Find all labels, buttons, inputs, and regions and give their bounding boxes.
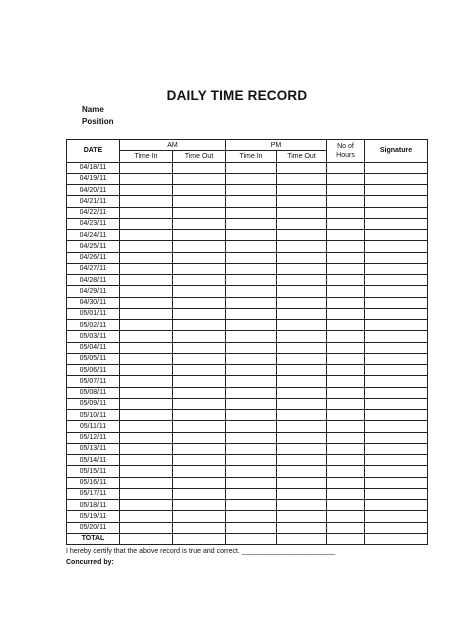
am-time-out-cell (173, 533, 226, 544)
date-cell: 05/19/11 (67, 511, 120, 522)
date-cell: 04/22/11 (67, 207, 120, 218)
pm-time-in-cell (226, 218, 277, 229)
pm-time-out-cell (277, 466, 327, 477)
date-cell: 05/01/11 (67, 308, 120, 319)
date-cell: 05/04/11 (67, 342, 120, 353)
table-row (67, 376, 428, 387)
am-time-out-cell (173, 421, 226, 432)
signature-cell (365, 421, 428, 432)
date-cell: 04/28/11 (67, 275, 120, 286)
date-header: DATE (67, 140, 120, 163)
pm-time-in-cell (226, 342, 277, 353)
hours-cell (327, 162, 365, 173)
pm-time-out-cell (277, 252, 327, 263)
pm-time-out-cell (277, 207, 327, 218)
table-row (67, 488, 428, 499)
pm-time-out-cell (277, 185, 327, 196)
table-row (67, 342, 428, 353)
date-cell: 04/26/11 (67, 252, 120, 263)
am-time-in-cell (120, 365, 173, 376)
table-row (67, 162, 428, 173)
pm-time-in-cell (226, 286, 277, 297)
pm-time-out-cell (277, 275, 327, 286)
am-time-in-cell (120, 286, 173, 297)
am-time-in-cell (120, 297, 173, 308)
am-time-in-cell (120, 230, 173, 241)
table-row (67, 207, 428, 218)
am-time-out-cell (173, 286, 226, 297)
am-time-in-cell (120, 196, 173, 207)
table-row (67, 331, 428, 342)
am-time-in-cell (120, 488, 173, 499)
signature-cell (365, 488, 428, 499)
am-time-in-cell (120, 421, 173, 432)
table-row (67, 421, 428, 432)
hours-cell (327, 376, 365, 387)
am-time-in-cell (120, 308, 173, 319)
hours-cell (327, 207, 365, 218)
pm-time-out-cell (277, 398, 327, 409)
pm-time-in-cell (226, 398, 277, 409)
signature-cell (365, 275, 428, 286)
signature-cell (365, 376, 428, 387)
signature-cell (365, 500, 428, 511)
date-cell: 05/10/11 (67, 410, 120, 421)
am-time-in-cell (120, 477, 173, 488)
hours-cell (327, 263, 365, 274)
signature-cell (365, 432, 428, 443)
hours-cell (327, 477, 365, 488)
signature-cell (365, 241, 428, 252)
pm-time-out-cell (277, 331, 327, 342)
pm-time-in-cell (226, 320, 277, 331)
signature-cell (365, 387, 428, 398)
signature-cell (365, 185, 428, 196)
pm-time-out-cell (277, 297, 327, 308)
am-time-in-cell (120, 207, 173, 218)
date-cell: 04/27/11 (67, 263, 120, 274)
signature-cell (365, 353, 428, 364)
table-row (67, 398, 428, 409)
signature-cell (365, 365, 428, 376)
table-row (67, 511, 428, 522)
table-row (67, 500, 428, 511)
date-cell: 05/08/11 (67, 387, 120, 398)
am-time-in-header: Time In (120, 151, 173, 162)
no-of-hours-line2: Hours (336, 151, 355, 159)
pm-time-out-cell (277, 308, 327, 319)
am-time-in-cell (120, 275, 173, 286)
am-time-out-cell (173, 308, 226, 319)
signature-cell (365, 230, 428, 241)
signature-cell (365, 342, 428, 353)
pm-time-in-cell (226, 230, 277, 241)
am-time-out-cell (173, 477, 226, 488)
table-row (67, 263, 428, 274)
pm-time-in-cell (226, 331, 277, 342)
signature-cell (365, 522, 428, 533)
name-label: Name (82, 105, 104, 114)
pm-time-out-cell (277, 511, 327, 522)
pm-time-out-cell (277, 162, 327, 173)
am-time-in-cell (120, 241, 173, 252)
table-row (67, 297, 428, 308)
pm-time-in-cell (226, 162, 277, 173)
table-row (67, 387, 428, 398)
am-time-out-cell (173, 522, 226, 533)
hours-cell (327, 455, 365, 466)
hours-cell (327, 443, 365, 454)
pm-time-out-cell (277, 421, 327, 432)
pm-time-out-cell (277, 286, 327, 297)
hours-cell (327, 241, 365, 252)
pm-time-out-cell (277, 376, 327, 387)
hours-cell (327, 533, 365, 544)
position-label: Position (82, 117, 114, 126)
date-cell: 05/13/11 (67, 443, 120, 454)
pm-time-in-cell (226, 432, 277, 443)
date-cell: 05/09/11 (67, 398, 120, 409)
table-row (67, 286, 428, 297)
am-time-out-cell (173, 162, 226, 173)
pm-time-out-cell (277, 455, 327, 466)
pm-time-out-cell (277, 365, 327, 376)
concurred-by-label: Concurred by: (66, 559, 114, 566)
table-row (67, 365, 428, 376)
am-time-in-cell (120, 398, 173, 409)
pm-time-in-cell (226, 511, 277, 522)
am-time-out-cell (173, 500, 226, 511)
hours-cell (327, 196, 365, 207)
table-row (67, 477, 428, 488)
hours-cell (327, 522, 365, 533)
pm-time-out-cell (277, 522, 327, 533)
pm-time-out-cell (277, 353, 327, 364)
pm-time-out-cell (277, 218, 327, 229)
pm-time-out-cell (277, 477, 327, 488)
pm-time-in-cell (226, 477, 277, 488)
pm-time-in-cell (226, 365, 277, 376)
pm-time-out-cell (277, 410, 327, 421)
table-row (67, 308, 428, 319)
date-cell: 05/11/11 (67, 421, 120, 432)
hours-cell (327, 466, 365, 477)
signature-cell (365, 410, 428, 421)
pm-time-out-cell (277, 443, 327, 454)
am-time-out-cell (173, 432, 226, 443)
signature-cell (365, 455, 428, 466)
table-row (67, 432, 428, 443)
pm-time-in-cell (226, 185, 277, 196)
hours-cell (327, 410, 365, 421)
signature-cell (365, 252, 428, 263)
table-row (67, 230, 428, 241)
am-time-in-cell (120, 533, 173, 544)
am-time-in-cell (120, 511, 173, 522)
table-row (67, 320, 428, 331)
am-time-in-cell (120, 218, 173, 229)
am-time-in-cell (120, 522, 173, 533)
pm-time-out-cell (277, 533, 327, 544)
am-time-out-cell (173, 398, 226, 409)
am-time-in-cell (120, 500, 173, 511)
pm-time-in-cell (226, 308, 277, 319)
date-cell: 05/05/11 (67, 353, 120, 364)
am-time-out-cell (173, 376, 226, 387)
time-record-body (67, 162, 428, 545)
signature-cell (365, 196, 428, 207)
pm-time-out-cell (277, 173, 327, 184)
hours-cell (327, 308, 365, 319)
pm-time-out-cell (277, 342, 327, 353)
pm-time-in-cell (226, 387, 277, 398)
am-time-out-cell (173, 173, 226, 184)
pm-time-in-header: Time In (226, 151, 277, 162)
am-time-in-cell (120, 331, 173, 342)
pm-time-in-cell (226, 297, 277, 308)
pm-time-out-header: Time Out (277, 151, 327, 162)
hours-cell (327, 320, 365, 331)
am-time-out-cell (173, 410, 226, 421)
date-cell: 05/02/11 (67, 320, 120, 331)
am-time-out-cell (173, 218, 226, 229)
am-time-out-cell (173, 331, 226, 342)
hours-cell (327, 173, 365, 184)
pm-time-out-cell (277, 432, 327, 443)
am-time-out-header: Time Out (173, 151, 226, 162)
date-cell: 05/12/11 (67, 432, 120, 443)
am-time-out-cell (173, 207, 226, 218)
pm-time-in-cell (226, 252, 277, 263)
hours-cell (327, 252, 365, 263)
hours-cell (327, 421, 365, 432)
am-time-out-cell (173, 466, 226, 477)
am-time-out-cell (173, 185, 226, 196)
am-time-out-cell (173, 353, 226, 364)
date-cell: 04/29/11 (67, 286, 120, 297)
am-time-in-cell (120, 387, 173, 398)
pm-time-in-cell (226, 196, 277, 207)
am-time-out-cell (173, 275, 226, 286)
table-row (67, 522, 428, 533)
date-cell: 05/16/11 (67, 477, 120, 488)
total-row (67, 533, 428, 544)
date-cell: 04/24/11 (67, 230, 120, 241)
am-time-out-cell (173, 387, 226, 398)
date-cell: 05/06/11 (67, 365, 120, 376)
pm-time-in-cell (226, 207, 277, 218)
am-time-out-cell (173, 488, 226, 499)
am-time-out-cell (173, 342, 226, 353)
hours-cell (327, 230, 365, 241)
date-cell: 04/25/11 (67, 241, 120, 252)
pm-time-in-cell (226, 263, 277, 274)
no-of-hours-header (327, 140, 365, 163)
signature-cell (365, 398, 428, 409)
am-time-in-cell (120, 162, 173, 173)
hours-cell (327, 185, 365, 196)
am-time-out-cell (173, 443, 226, 454)
am-time-in-cell (120, 466, 173, 477)
pm-time-in-cell (226, 522, 277, 533)
pm-time-out-cell (277, 230, 327, 241)
pm-time-out-cell (277, 263, 327, 274)
am-time-in-cell (120, 455, 173, 466)
signature-cell (365, 173, 428, 184)
am-header: AM (120, 140, 226, 151)
am-time-in-cell (120, 353, 173, 364)
date-cell: 05/14/11 (67, 455, 120, 466)
table-row (67, 410, 428, 421)
pm-time-out-cell (277, 196, 327, 207)
pm-time-out-cell (277, 500, 327, 511)
pm-time-in-cell (226, 421, 277, 432)
am-time-out-cell (173, 263, 226, 274)
pm-time-in-cell (226, 353, 277, 364)
signature-cell (365, 218, 428, 229)
table-row (67, 185, 428, 196)
table-row (67, 196, 428, 207)
hours-cell (327, 398, 365, 409)
pm-time-in-cell (226, 410, 277, 421)
pm-time-in-cell (226, 533, 277, 544)
date-cell: 04/30/11 (67, 297, 120, 308)
am-time-in-cell (120, 443, 173, 454)
pm-time-in-cell (226, 275, 277, 286)
table-row (67, 218, 428, 229)
hours-cell (327, 218, 365, 229)
date-cell: 04/19/11 (67, 173, 120, 184)
pm-time-in-cell (226, 241, 277, 252)
hours-cell (327, 286, 365, 297)
table-row (67, 241, 428, 252)
am-time-out-cell (173, 455, 226, 466)
am-time-out-cell (173, 297, 226, 308)
date-cell: 04/18/11 (67, 162, 120, 173)
date-cell: 05/18/11 (67, 500, 120, 511)
certification-statement: I hereby certify that the above record is true and correct. ________________________ (66, 548, 336, 555)
pm-time-out-cell (277, 320, 327, 331)
hours-cell (327, 387, 365, 398)
signature-header: Signature (365, 140, 428, 163)
am-time-in-cell (120, 342, 173, 353)
hours-cell (327, 365, 365, 376)
table-row (67, 455, 428, 466)
signature-cell (365, 286, 428, 297)
pm-time-in-cell (226, 500, 277, 511)
pm-time-in-cell (226, 376, 277, 387)
am-time-out-cell (173, 196, 226, 207)
date-cell: 05/15/11 (67, 466, 120, 477)
signature-cell (365, 443, 428, 454)
hours-cell (327, 297, 365, 308)
hours-cell (327, 331, 365, 342)
pm-time-in-cell (226, 488, 277, 499)
hours-cell (327, 500, 365, 511)
pm-time-in-cell (226, 455, 277, 466)
signature-cell (365, 320, 428, 331)
date-cell: 05/17/11 (67, 488, 120, 499)
date-cell: 05/20/11 (67, 522, 120, 533)
date-cell: 05/07/11 (67, 376, 120, 387)
pm-time-out-cell (277, 241, 327, 252)
date-cell: 04/21/11 (67, 196, 120, 207)
signature-cell (365, 207, 428, 218)
pm-time-out-cell (277, 488, 327, 499)
signature-cell (365, 466, 428, 477)
signature-cell (365, 511, 428, 522)
signature-cell (365, 477, 428, 488)
date-cell: 05/03/11 (67, 331, 120, 342)
signature-cell (365, 162, 428, 173)
pm-time-in-cell (226, 173, 277, 184)
hours-cell (327, 342, 365, 353)
time-record-table (66, 139, 428, 545)
signature-cell (365, 263, 428, 274)
am-time-out-cell (173, 365, 226, 376)
hours-cell (327, 432, 365, 443)
am-time-in-cell (120, 252, 173, 263)
hours-cell (327, 488, 365, 499)
pm-time-out-cell (277, 387, 327, 398)
am-time-in-cell (120, 376, 173, 387)
table-row (67, 252, 428, 263)
date-cell: 04/23/11 (67, 218, 120, 229)
total-label: TOTAL (67, 533, 120, 544)
signature-cell (365, 308, 428, 319)
table-row (67, 275, 428, 286)
signature-cell (365, 297, 428, 308)
am-time-in-cell (120, 263, 173, 274)
am-time-in-cell (120, 410, 173, 421)
am-time-in-cell (120, 320, 173, 331)
am-time-out-cell (173, 252, 226, 263)
pm-time-in-cell (226, 466, 277, 477)
hours-cell (327, 511, 365, 522)
pm-header: PM (226, 140, 327, 151)
signature-cell (365, 331, 428, 342)
signature-cell (365, 533, 428, 544)
am-time-in-cell (120, 432, 173, 443)
date-cell: 04/20/11 (67, 185, 120, 196)
am-time-in-cell (120, 185, 173, 196)
pm-time-in-cell (226, 443, 277, 454)
am-time-out-cell (173, 230, 226, 241)
table-row (67, 466, 428, 477)
hours-cell (327, 275, 365, 286)
table-row (67, 443, 428, 454)
table-row (67, 353, 428, 364)
am-time-out-cell (173, 241, 226, 252)
am-time-in-cell (120, 173, 173, 184)
no-of-hours-line1: No of (337, 142, 354, 150)
page-title: DAILY TIME RECORD (166, 88, 308, 103)
am-time-out-cell (173, 320, 226, 331)
am-time-out-cell (173, 511, 226, 522)
hours-cell (327, 353, 365, 364)
table-row (67, 173, 428, 184)
